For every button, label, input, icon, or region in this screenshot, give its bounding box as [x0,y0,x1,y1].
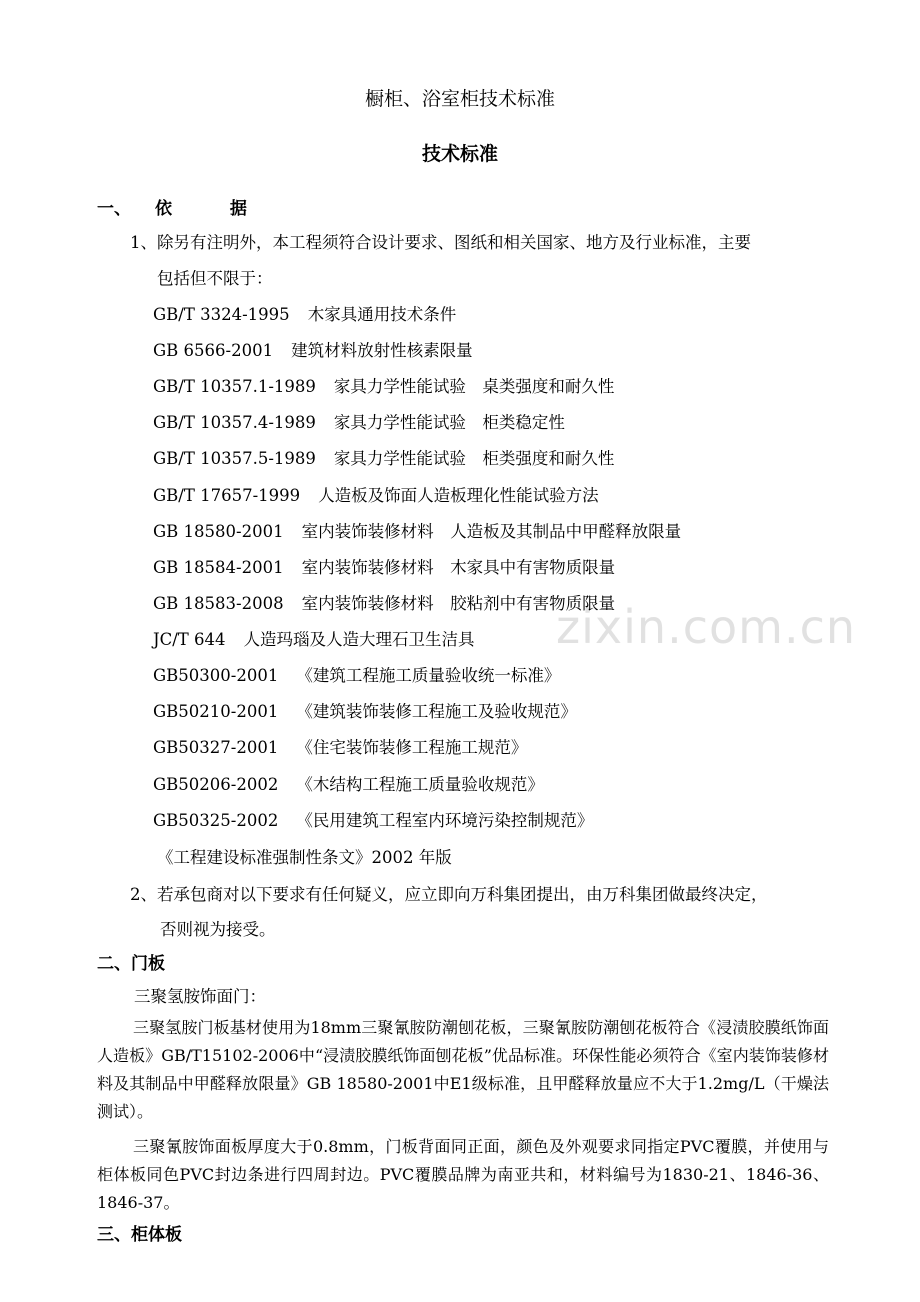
section-heading-cabinet-board: 三、柜体板 [97,1225,182,1245]
standard-code: GB 6566-2001 [153,341,274,360]
standard-item [153,556,615,580]
standard-code: GB50327-2001 [153,738,279,757]
standard-code: GB 18584-2001 [153,558,284,577]
standard-name: 室内装饰装修材料 人造板及其制品中甲醛释放限量 [301,522,682,541]
standard-item [153,411,565,435]
item-2-line-1: 2、若承包商对以下要求有任何疑义，应立即向万科集团提出，由万科集团做最终决定， [130,885,768,904]
standard-name: 室内装饰装修材料 胶粘剂中有害物质限量 [301,594,616,613]
standard-item [153,303,456,327]
document-title: 橱柜、浴室柜技术标准 [364,88,555,110]
standard-name: 《建筑装饰装修工程施工及验收规范》 [296,702,577,721]
standard-code: GB/T 10357.5-1989 [153,449,316,468]
standard-code: GB/T 17657-1999 [153,486,301,505]
standard-name: 建筑材料放射性核素限量 [291,341,473,360]
standard-item-extra: 《工程建设标准强制性条文》2002 年版 [157,848,452,867]
standard-code: GB/T 3324-1995 [153,305,290,324]
standard-item [153,664,560,688]
standard-item [153,628,475,652]
item-2-line-2: 否则视为接受。 [160,920,276,939]
standard-name: 室内装饰装修材料 木家具中有害物质限量 [301,558,616,577]
standard-name: 《民用建筑工程室内环境污染控制规范》 [296,811,594,830]
standard-item [153,447,614,471]
standard-code: GB50300-2001 [153,666,279,685]
standard-item [153,592,615,616]
standard-name: 木家具通用技术条件 [307,305,457,324]
standard-name: 家具力学性能试验 柜类强度和耐久性 [333,449,615,468]
door-panel-subheading: 三聚氢胺饰面门： [134,987,266,1006]
standard-item [153,736,527,760]
standard-item [153,773,544,797]
standard-item [153,700,577,724]
door-panel-paragraph-2: 三聚氰胺饰面板厚度大于0.8mm，门板背面同正面，颜色及外观要求同指定PVC覆膜，并使用与柜体板同色PVC封边条进行四周封边。PVC覆膜品牌为南亚共和，材料编号为1830-21、1846-36、1846-37。 [97,1137,829,1212]
standard-name: 《建筑工程施工质量验收统一标准》 [296,666,561,685]
standard-name: 家具力学性能试验 柜类稳定性 [333,413,565,432]
watermark: zixin.com.cn [556,600,857,654]
standard-code: GB50206-2002 [153,775,279,794]
standard-code: GB50325-2002 [153,811,279,830]
standard-item [153,809,593,833]
section-number: 一、 [97,199,131,219]
standard-name: 《住宅装饰装修工程施工规范》 [296,738,528,757]
standard-item [153,484,599,508]
standard-code: GB/T 10357.1-1989 [153,377,316,396]
standard-name: 人造玛瑙及人造大理石卫生洁具 [243,630,475,649]
standard-code: GB50210-2001 [153,702,279,721]
standard-code: GB/T 10357.4-1989 [153,413,316,432]
standard-code: JC/T 644 [153,630,226,649]
standard-code: GB 18580-2001 [153,522,284,541]
standard-code: GB 18583-2008 [153,594,284,613]
door-panel-paragraph-1: 三聚氢胺门板基材使用为18mm三聚氰胺防潮刨花板，三聚氰胺防潮刨花板符合《浸渍胶膜纸饰面人造板》GB/T15102-2006中“浸渍胶膜纸饰面刨花板”优品标准。环保性能必须符合《室内装饰装修材料及其制品中甲醛释放限量》GB 18580-2001中E1级标准，且甲醛释放量应不大于1.2mg/L（干燥法测试）。 [97,1018,829,1121]
section-heading-door-panel: 二、门板 [97,954,165,974]
standard-item [153,520,681,544]
document-subtitle: 技术标准 [421,143,498,165]
item-1-line-1: 1、除另有注明外，本工程须符合设计要求、图纸和相关国家、地方及行业标准，主要 [130,233,751,252]
standard-item [153,375,614,399]
standard-name: 人造板及饰面人造板理化性能试验方法 [318,486,599,505]
standard-name: 家具力学性能试验 桌类强度和耐久性 [333,377,615,396]
section-heading-basis [97,197,273,221]
item-1-line-2: 包括但不限于： [157,269,273,288]
standard-name: 《木结构工程施工质量验收规范》 [296,775,544,794]
section-title: 依 据 [155,199,273,219]
standard-item [153,339,473,363]
